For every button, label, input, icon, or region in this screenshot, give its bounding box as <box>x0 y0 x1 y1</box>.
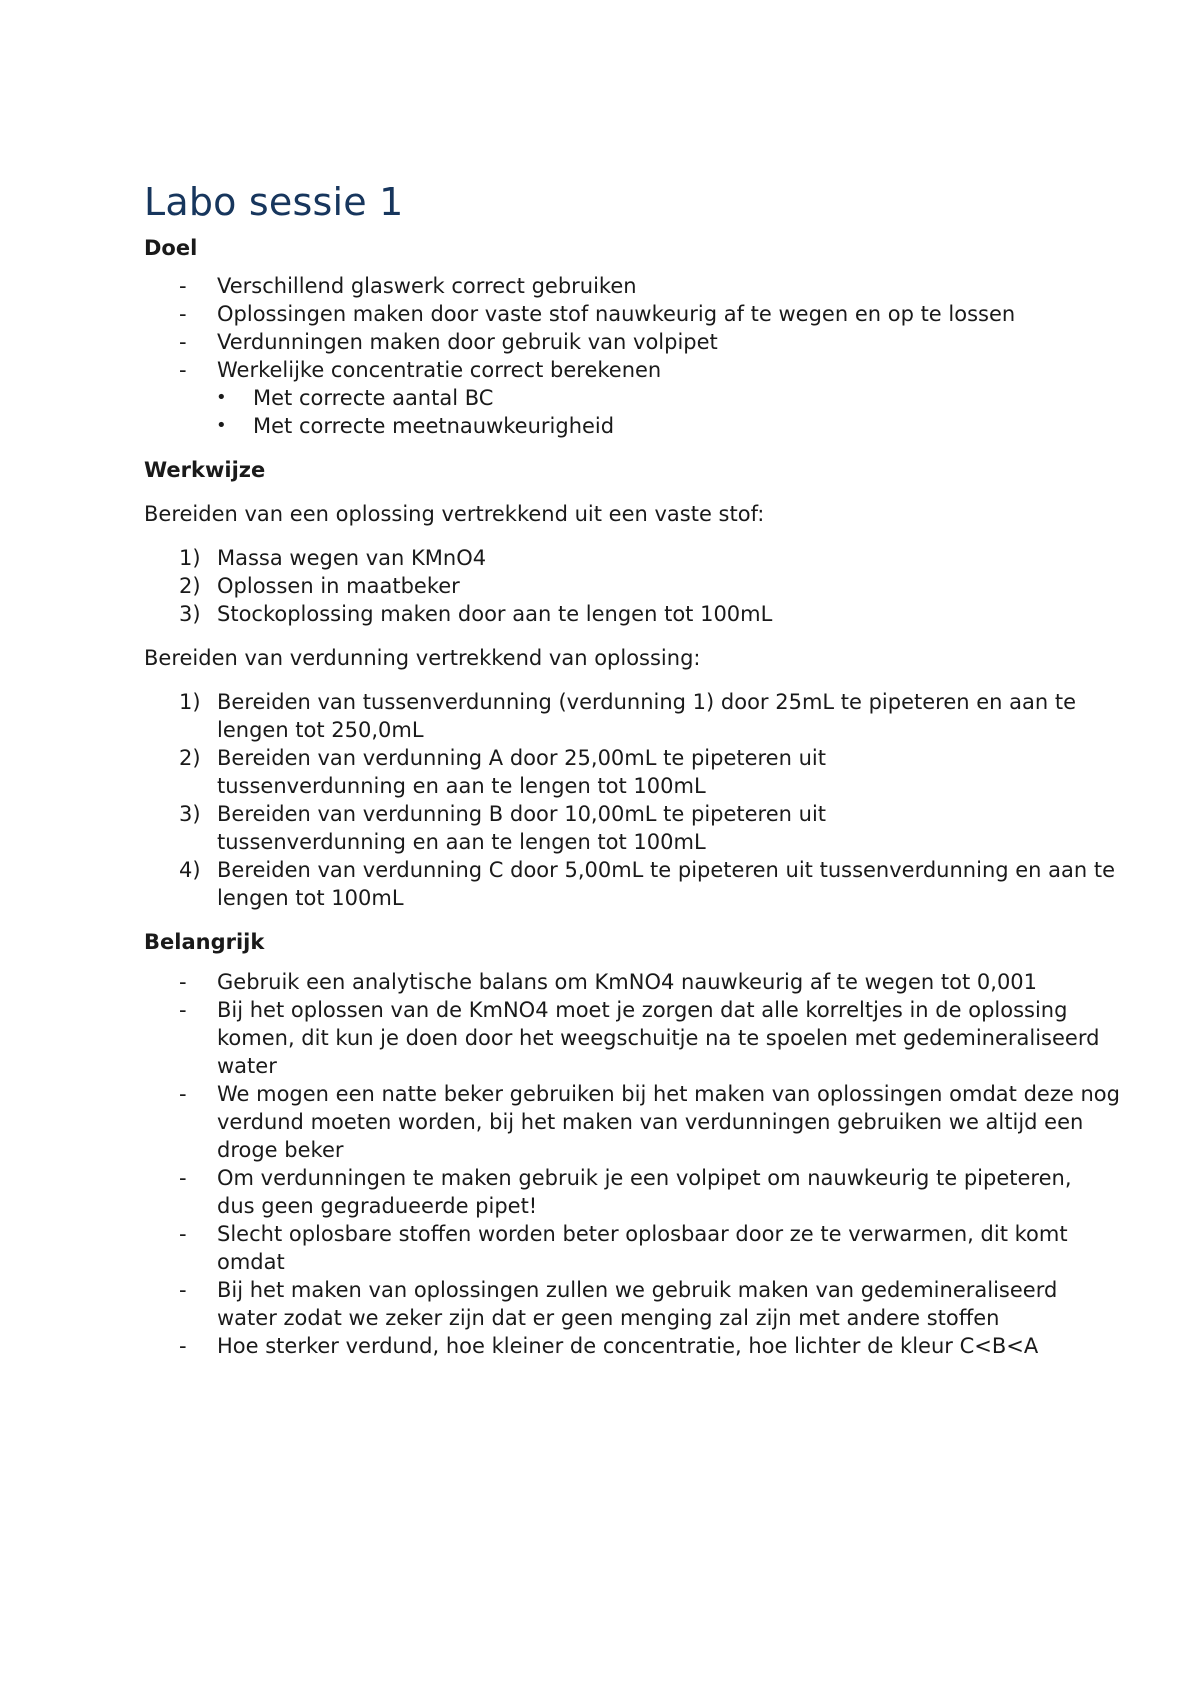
document-page <box>144 172 1120 1360</box>
bullet-marker: • <box>216 387 227 408</box>
dash-marker: - <box>179 998 187 1022</box>
werkwijze-steps-solid <box>144 544 1064 628</box>
dash-marker: - <box>179 274 187 298</box>
list-item-text: Hoe sterker verdund, hoe kleiner de concentratie, hoe lichter de kleur C<B<A <box>217 1334 1039 1358</box>
list-item <box>144 272 1037 300</box>
list-item <box>144 300 1077 328</box>
list-item <box>144 1276 1117 1332</box>
list-item <box>144 1332 1077 1360</box>
dash-marker: - <box>179 330 187 354</box>
dash-marker: - <box>179 1222 187 1246</box>
werkwijze-steps-dilution <box>144 688 1116 912</box>
step-number: 2) <box>179 574 201 598</box>
list-item-text: Bereiden van verdunning A door 25,00mL te pipeteren uit tussenverdunning en aan te lengen tot 100mL <box>217 746 826 798</box>
dash-marker: - <box>179 302 187 326</box>
sub-list-item <box>144 384 1064 412</box>
sub-list-item <box>144 412 1064 440</box>
list-item <box>144 600 1064 628</box>
list-item <box>144 688 1117 744</box>
list-item-text: Werkelijke concentratie correct berekenen <box>217 358 662 382</box>
list-item <box>144 1164 1097 1220</box>
list-item-text: Gebruik een analytische balans om KmNO4 nauwkeurig af te wegen tot 0,001 <box>217 970 1038 994</box>
dash-marker: - <box>179 1334 187 1358</box>
list-item-text: Bereiden van verdunning B door 10,00mL te pipeteren uit tussenverdunning en aan te lengen tot 100mL <box>217 802 827 854</box>
list-item <box>144 572 1064 600</box>
dash-marker: - <box>179 1278 187 1302</box>
list-item-text: Oplossen in maatbeker <box>217 574 460 598</box>
step-number: 4) <box>179 858 201 882</box>
dash-marker: - <box>179 970 187 994</box>
section-heading-werkwijze: Werkwijze <box>144 458 266 482</box>
list-item-text: Bij het maken van oplossingen zullen we gebruik maken van gedemineraliseerd water zodat we zeker zijn dat er geen menging zal zijn met andere stoffen <box>217 1278 1058 1330</box>
section-heading-doel: Doel <box>144 236 198 260</box>
list-item-text: Bereiden van verdunning C door 5,00mL te pipeteren uit tussenverdunning en aan te lengen tot 100mL <box>217 858 1116 910</box>
list-item-text: Verdunningen maken door gebruik van volpipet <box>217 330 718 354</box>
werkwijze-intro-solid: Bereiden van een oplossing vertrekkend uit een vaste stof: <box>144 502 765 526</box>
list-item <box>144 744 1017 800</box>
step-number: 1) <box>179 690 201 714</box>
sub-list-item-text: Met correcte meetnauwkeurigheid <box>253 414 615 438</box>
step-number: 3) <box>179 602 201 626</box>
doel-sublist <box>144 384 1064 440</box>
section-heading-belangrijk: Belangrijk <box>144 930 265 954</box>
list-item-text: Oplossingen maken door vaste stof nauwkeurig af te wegen en op te lossen <box>217 302 1016 326</box>
dash-marker: - <box>179 1166 187 1190</box>
list-item <box>144 1220 1137 1276</box>
sub-list-item-text: Met correcte aantal BC <box>253 386 494 410</box>
list-item <box>144 856 1137 912</box>
step-number: 1) <box>179 546 201 570</box>
list-item-text: Massa wegen van KMnO4 <box>217 546 487 570</box>
belangrijk-list <box>144 968 1120 1360</box>
list-item <box>144 544 1064 572</box>
werkwijze-intro-dilution: Bereiden van verdunning vertrekkend van oplossing: <box>144 646 701 670</box>
dash-marker: - <box>179 1082 187 1106</box>
doel-list <box>144 272 1064 384</box>
bullet-marker: • <box>216 415 227 436</box>
list-item-text: Slecht oplosbare stoffen worden beter oplosbaar door ze te verwarmen, dit komt omdat <box>217 1222 1068 1274</box>
list-item-text: Bereiden van tussenverdunning (verdunning 1) door 25mL te pipeteren en aan te lengen tot 250,0mL <box>217 690 1077 742</box>
list-item-text: We mogen een natte beker gebruiken bij het maken van oplossingen omdat deze nog verdund moeten worden, bij het maken van verdunningen gebruiken we altijd een droge beker <box>217 1082 1120 1162</box>
list-item-text: Verschillend glaswerk correct gebruiken <box>217 274 637 298</box>
page-title: Labo sessie 1 <box>144 180 404 224</box>
list-item-text: Stockoplossing maken door aan te lengen tot 100mL <box>217 602 773 626</box>
list-item <box>144 996 1137 1080</box>
list-item <box>144 328 1037 356</box>
list-item <box>144 1080 1137 1164</box>
list-item-text: Bij het oplossen van de KmNO4 moet je zorgen dat alle korreltjes in de oplossing komen, dit kun je doen door het weegschuitje na te spoelen met gedemineraliseerd water <box>217 998 1100 1078</box>
dash-marker: - <box>179 358 187 382</box>
list-item <box>144 356 1037 384</box>
step-number: 2) <box>179 746 201 770</box>
list-item <box>144 968 1097 996</box>
step-number: 3) <box>179 802 201 826</box>
list-item <box>144 800 1017 856</box>
list-item-text: Om verdunningen te maken gebruik je een volpipet om nauwkeurig te pipeteren, dus geen gegradueerde pipet! <box>217 1166 1072 1218</box>
